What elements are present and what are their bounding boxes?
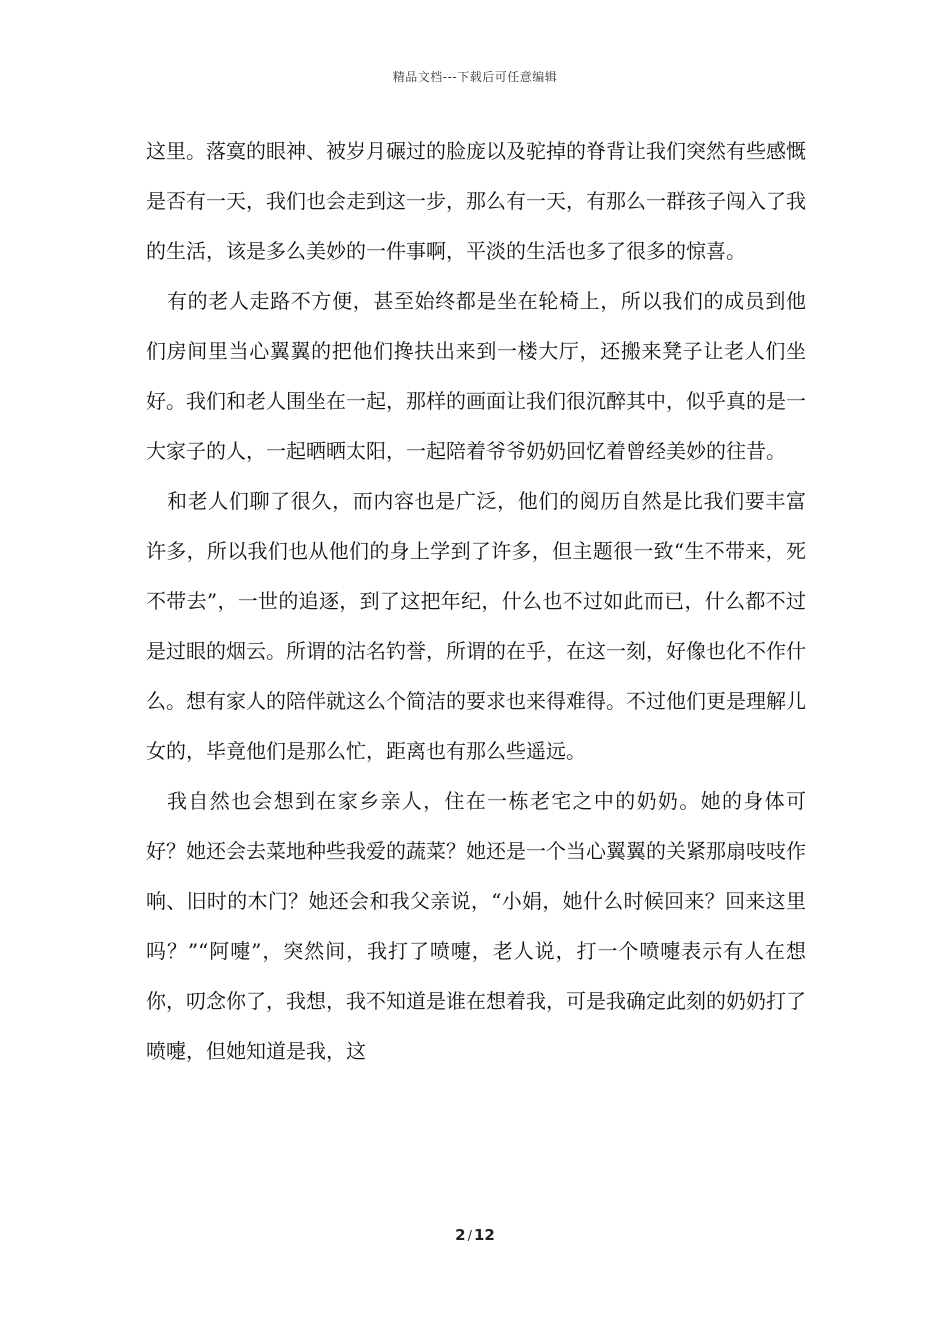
document-header: 精品文档---下载后可任意编辑 [392, 70, 558, 84]
total-pages: 12 [473, 1226, 495, 1244]
paragraph-3: 和老人们聊了很久，而内容也是广泛，他们的阅历自然是比我们要丰富许多，所以我们也从他们的身上学到了许多，但主题很一致“生不带来，死不带去”，一世的追逐，到了这把年纪，什么也不过如此而已，什么都不过是过眼的烟云。所谓的沽名钓誉，所谓的在乎，在这一刻，好像也化不作什么。想有家人的陪伴就这么个简洁的要求也来得难得。不过他们更是理解儿女的，毕竟他们是那么忙，距离也有那么些遥远。 [146, 489, 806, 763]
current-page: 2 [455, 1226, 466, 1244]
paragraph-4: 我自然也会想到在家乡亲人，住在一栋老宅之中的奶奶。她的身体可好？她还会去菜地种些我爱的蔬菜？她还是一个当心翼翼的关紧那扇吱吱作响、旧时的木门？她还会和我父亲说，“小娟，她什么时候回来？回来这里吗？”“阿嚏”，突然间，我打了喷嚏，老人说，打一个喷嚏表示有人在想你，叨念你了，我想，我不知道是谁在想着我，可是我确定此刻的奶奶打了喷嚏，但她知道是我，这 [146, 789, 806, 1063]
page-number [0, 1226, 950, 1244]
paragraph-1: 这里。落寞的眼神、被岁月碾过的脸庞以及驼掉的脊背让我们突然有些感慨是否有一天，我们也会走到这一步，那么有一天，有那么一群孩子闯入了我的生活，该是多么美妙的一件事啊，平淡的生活也多了很多的惊喜。 [146, 139, 806, 263]
page-separator: / [467, 1229, 472, 1244]
document-body [146, 126, 806, 1076]
paragraph-2: 有的老人走路不方便，甚至始终都是坐在轮椅上，所以我们的成员到他们房间里当心翼翼的把他们搀扶出来到一楼大厅，还搬来凳子让老人们坐好。我们和老人围坐在一起，那样的画面让我们很沉醉其中，似乎真的是一大家子的人，一起晒晒太阳，一起陪着爷爷奶奶回忆着曾经美妙的往昔。 [146, 289, 806, 463]
